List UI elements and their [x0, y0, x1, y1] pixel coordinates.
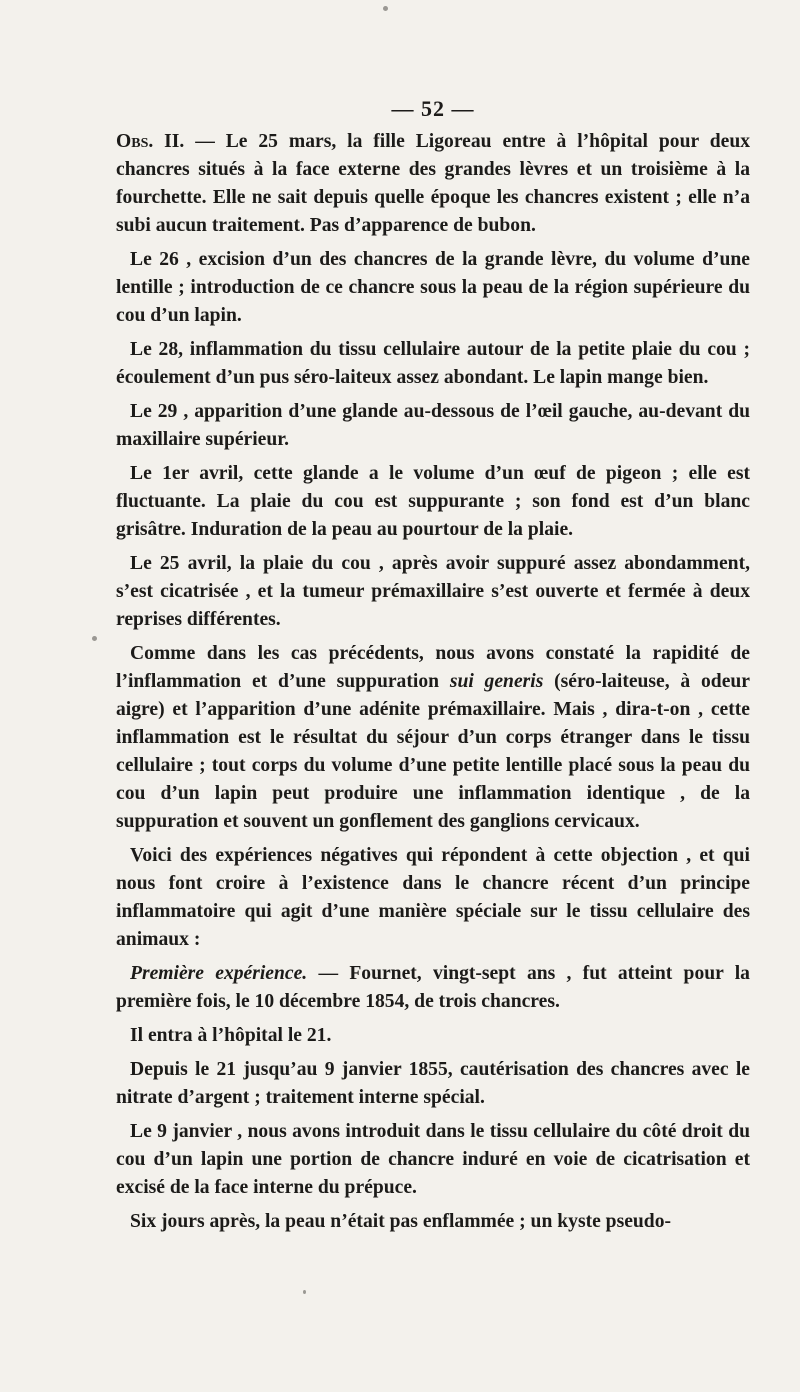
obs-text: — Le 25 mars, la fille Ligoreau entre à l’hôpital pour deux chancres situés à la face externe des grandes lèvres et un troisième à la fourchette. Elle ne sait depuis quelle époque les chancres existent ; elle n’a subi aucun traitement. Pas d’apparence de bubon.: [116, 131, 751, 236]
paragraph: Le 9 janvier , nous avons introduit dans le tissu cellulaire du côté droit du cou d’un lapin une portion de chancre induré en voie de cicatrisation et excisé de la face interne du prépuce.: [116, 1121, 750, 1198]
paragraph: Il entra à l’hôpital le 21.: [130, 1025, 332, 1046]
paper-speck: [92, 636, 97, 641]
paragraph-obs: [116, 128, 750, 240]
text-run: Comme dans les cas précédents, nous avons constaté la rapidité de l’inflammation et d’une suppuration: [116, 643, 750, 692]
experiment-heading: Première expérience.: [130, 963, 308, 984]
text-run: (séro-laiteuse, à odeur aigre) et l’apparition d’une adénite prémaxillaire. Mais , dira-t-on , cette inflammation est le résultat du séjour d’un corps étranger dans le tissu cellulaire ; tout corps du volume d’une petite lentille placé sous la peau du cou d’un lapin peut produire une inflammation identique , de la suppuration et souvent un gonflement des ganglions cervicaux.: [116, 671, 750, 832]
paragraph: Le 1er avril, cette glande a le volume d’un œuf de pigeon ; elle est fluctuante. La plaie du cou est suppurante ; son fond est d’un blanc grisâtre. Induration de la peau au pourtour de la plaie.: [116, 463, 750, 540]
paragraph: Le 25 avril, la plaie du cou , après avoir suppuré assez abondamment, s’est cicatrisée , et la tumeur prémaxillaire s’est ouverte et fermée à deux reprises différentes.: [116, 553, 750, 630]
book-page: [116, 96, 750, 1242]
paragraph: Six jours après, la peau n’était pas enflammée ; un kyste pseudo-: [130, 1211, 672, 1232]
italic-term: sui generis: [449, 671, 544, 692]
paragraph: Le 28, inflammation du tissu cellulaire autour de la petite plaie du cou ; écoulement d’un pus séro-laiteux assez abondant. Le lapin mange bien.: [116, 339, 750, 388]
text-run: — Fournet, vingt-sept ans , fut atteint pour la première fois, le 10 décembre 1854, de trois chancres.: [116, 963, 750, 1012]
paragraph-discussion: [116, 640, 750, 836]
paper-speck: [303, 1290, 306, 1294]
paragraph: Le 29 , apparition d’une glande au-dessous de l’œil gauche, au-devant du maxillaire supérieur.: [116, 401, 750, 450]
obs-label: Obs. II.: [116, 131, 185, 152]
paragraph: Le 26 , excision d’un des chancres de la grande lèvre, du volume d’une lentille ; introduction de ce chancre sous la peau de la région supérieure du cou d’un lapin.: [116, 249, 750, 326]
paragraph-experiment: [116, 960, 750, 1016]
paragraph: Depuis le 21 jusqu’au 9 janvier 1855, cautérisation des chancres avec le nitrate d’argent ; traitement interne spécial.: [116, 1059, 750, 1108]
paragraph: Voici des expériences négatives qui répondent à cette objection , et qui nous font croire à l’existence dans le chancre récent d’un principe inflammatoire qui agit d’une manière spéciale sur le tissu cellulaire des animaux :: [116, 845, 750, 950]
page-number: — 52 —: [391, 96, 475, 121]
paper-speck: [383, 6, 388, 11]
